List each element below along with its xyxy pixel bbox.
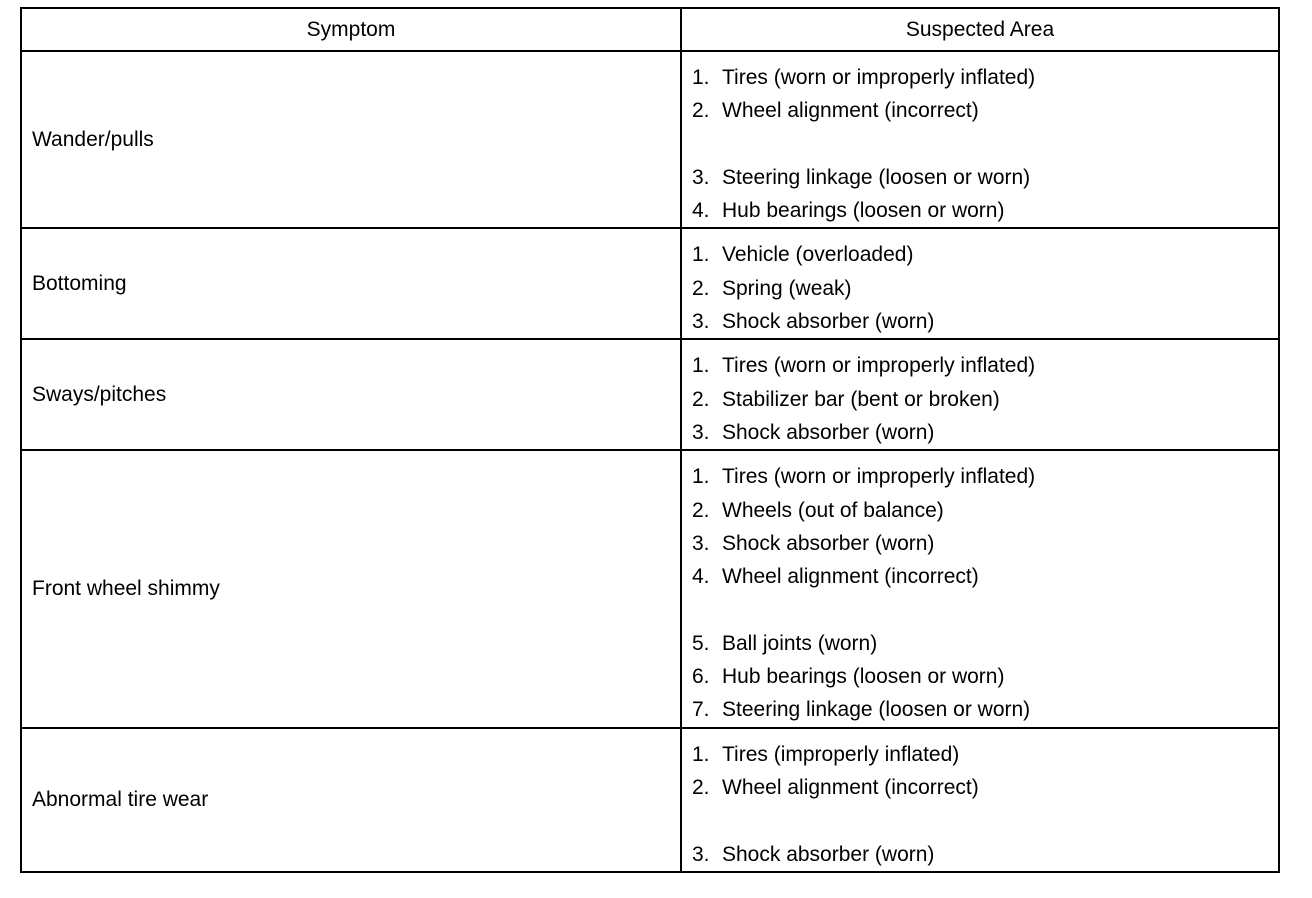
list-item: 2. Wheel alignment (incorrect) (692, 775, 979, 799)
list-item: 3. Shock absorber (worn) (692, 420, 935, 444)
suspected-area-cell (681, 339, 1279, 450)
symptom-header: Symptom (21, 8, 681, 51)
suspected-area-list (682, 460, 1278, 726)
list-item: 7. Steering linkage (loosen or worn) (692, 698, 1031, 722)
list-item: 3. Shock absorber (worn) (692, 531, 935, 555)
list-item: 1. Vehicle (overloaded) (692, 243, 914, 267)
list-item: 2. Wheels (out of balance) (692, 498, 944, 522)
table-row (21, 450, 1279, 727)
symptom-cell: Front wheel shimmy (21, 450, 681, 727)
suspected-area-list (682, 238, 1278, 338)
suspected-area-cell (681, 228, 1279, 339)
symptom-cell: Abnormal tire wear (21, 728, 681, 872)
list-item: 3. Steering linkage (loosen or worn) (692, 165, 1031, 189)
suspected-area-header: Suspected Area (681, 8, 1279, 51)
table-row (21, 339, 1279, 450)
list-item: 1. Tires (worn or improperly inflated) (692, 465, 1036, 489)
list-item: 2. Wheel alignment (incorrect) (692, 99, 979, 123)
symptom-cell: Wander/pulls (21, 51, 681, 228)
suspected-area-list (682, 738, 1278, 871)
troubleshooting-table (20, 7, 1280, 873)
table-row (21, 51, 1279, 228)
symptom-cell: Bottoming (21, 228, 681, 339)
list-item: 5. Ball joints (worn) (692, 631, 878, 655)
suspected-area-cell (681, 51, 1279, 228)
list-item: 1. Tires (worn or improperly inflated) (692, 66, 1036, 89)
suspected-area-list (682, 349, 1278, 449)
list-item: 4. Wheel alignment (incorrect) (692, 565, 979, 589)
list-item: 2. Spring (weak) (692, 276, 852, 300)
list-item: 3. Shock absorber (worn) (692, 310, 935, 334)
list-item: 1. Tires (worn or improperly inflated) (692, 354, 1036, 378)
table-row (21, 728, 1279, 872)
list-item: 2. Stabilizer bar (bent or broken) (692, 387, 1000, 411)
suspected-area-cell (681, 450, 1279, 727)
table-row (21, 228, 1279, 339)
list-item: 6. Hub bearings (loosen or worn) (692, 665, 1005, 689)
list-item: 4. Hub bearings (loosen or worn) (692, 199, 1005, 223)
header-row (21, 8, 1279, 51)
suspected-area-list (682, 61, 1278, 227)
symptom-cell: Sways/pitches (21, 339, 681, 450)
list-item: 1. Tires (improperly inflated) (692, 742, 960, 766)
list-item: 3. Shock absorber (worn) (692, 842, 935, 866)
suspected-area-cell (681, 728, 1279, 872)
